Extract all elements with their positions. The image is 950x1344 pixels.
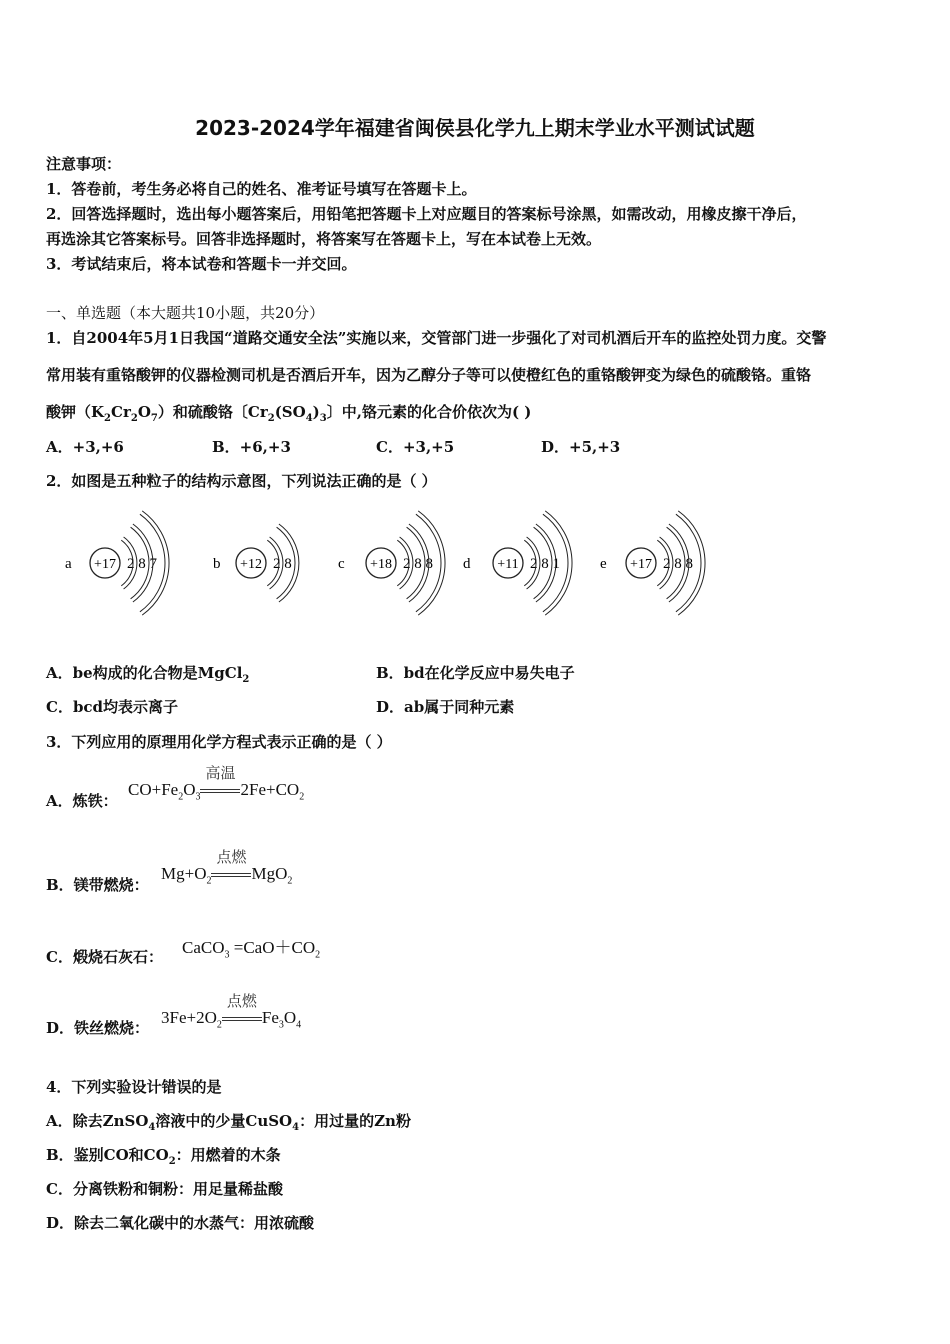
q3-stem: 3．下列应用的原理用化学方程式表示正确的是（ ） (46, 733, 392, 751)
atom-label: b (213, 556, 221, 572)
notice-item-1: 1．答卷前，考生务必将自己的姓名、准考证号填写在答题卡上。 (46, 180, 477, 198)
q1-option-c: C．+3,+5 (376, 438, 455, 456)
notice-item-2-cont: 再选涂其它答案标号。回答非选择题时，将答案写在答题卡上，写在本试卷上无效。 (46, 230, 602, 248)
atom-b (213, 524, 299, 602)
q3-option-d-label: D．铁丝燃烧： (46, 1019, 150, 1037)
electron-shells: 2 8 (273, 556, 292, 572)
page-title: 2023-2024学年福建省闽侯县化学九上期末学业水平测试试题 (195, 116, 755, 140)
electron-shells: 2 8 7 (127, 556, 157, 572)
q4-option-c: C．分离铁粉和铜粉：用足量稀盐酸 (46, 1180, 283, 1198)
electron-shells: 2 8 8 (403, 556, 433, 572)
q2-stem: 2．如图是五种粒子的结构示意图，下列说法正确的是（ ） (46, 472, 437, 490)
electron-shells: 2 8 1 (530, 556, 560, 572)
atom-structure-diagram (55, 500, 725, 625)
notice-item-3: 3．考试结束后，将本试卷和答题卡一并交回。 (46, 255, 357, 273)
q1-option-d: D．+5,+3 (541, 438, 621, 456)
q2-option-b: B．bd在化学反应中易失电子 (376, 664, 575, 682)
q1-line-1: 1．自2004年5月1日我国“道路交通安全法”实施以来，交管部门进一步强化了对司机酒后开车的监控处罚力度。交警 (46, 329, 827, 347)
q2-option-d: D．ab属于同种元素 (376, 698, 515, 716)
q3-equation-a: $CO+Fe_2O_3$ 高温 $2Fe+CO_2$ (128, 764, 305, 803)
section-heading: 一、单选题（本大题共10小题，共20分） (46, 304, 325, 322)
atom-label: e (600, 556, 607, 572)
q3-equation-c: CaCO$_3$ $=CaO+CO_2$ (182, 938, 321, 961)
q1-option-a: A．+3,+6 (46, 438, 124, 456)
q3-equation-d: $3Fe+2O_2$ 点燃 $Fe_3O_4$ (161, 992, 302, 1031)
q1-line-3: 酸钾$(K_2Cr_2O_7)$和硫酸铬〔$Cr_2(SO_4)_3$〕中,铬元素的化合价依次为( ) (46, 403, 532, 424)
atom-label: a (65, 556, 72, 572)
q4-option-d: D．除去二氧化碳中的水蒸气：用浓硫酸 (46, 1214, 315, 1232)
nucleus-charge: +12 (240, 557, 262, 572)
atom-c (338, 511, 445, 615)
electron-shells: 2 8 8 (663, 556, 693, 572)
q3-equation-b: $Mg+O_2$ 点燃 MgO$_2$ (161, 848, 293, 887)
q2-option-a: A．be构成的化合物是MgCl$_2$ (46, 664, 250, 685)
notice-heading: 注意事项： (46, 155, 122, 173)
nucleus-charge: +17 (94, 557, 116, 572)
nucleus-charge: +18 (370, 557, 392, 572)
atom-label: c (338, 556, 345, 572)
nucleus-charge: +11 (497, 557, 519, 572)
atom-a (65, 511, 169, 615)
q4-option-a: A．除去ZnSO$_4$溶液中的少量CuSO$_4$：用过量的Zn粉 (46, 1112, 411, 1133)
q1-line-2: 常用装有重铬酸钾的仪器检测司机是否酒后开车，因为乙醇分子等可以使橙红色的重铬酸钾变为绿色的硫酸铬。重铬 (46, 366, 812, 384)
q4-stem: 4．下列实验设计错误的是 (46, 1078, 222, 1096)
q3-option-b-label: B．镁带燃烧： (46, 876, 149, 894)
q3-option-a-label: A．炼铁： (46, 792, 118, 810)
atom-e (600, 511, 705, 615)
atom-label: d (463, 556, 471, 572)
q4-option-b: B．鉴别CO和$CO_2$：用燃着的木条 (46, 1146, 281, 1167)
q2-option-c: C．bcd均表示离子 (46, 698, 179, 716)
q3-option-c-label: C．煅烧石灰石： (46, 948, 163, 966)
notice-item-2: 2．回答选择题时，选出每小题答案后，用铅笔把答题卡上对应题目的答案标号涂黑，如需改动，用橡皮擦干净后， (46, 205, 807, 223)
nucleus-charge: +17 (630, 557, 652, 572)
q1-option-b: B．+6,+3 (212, 438, 291, 456)
atom-d (463, 511, 572, 615)
